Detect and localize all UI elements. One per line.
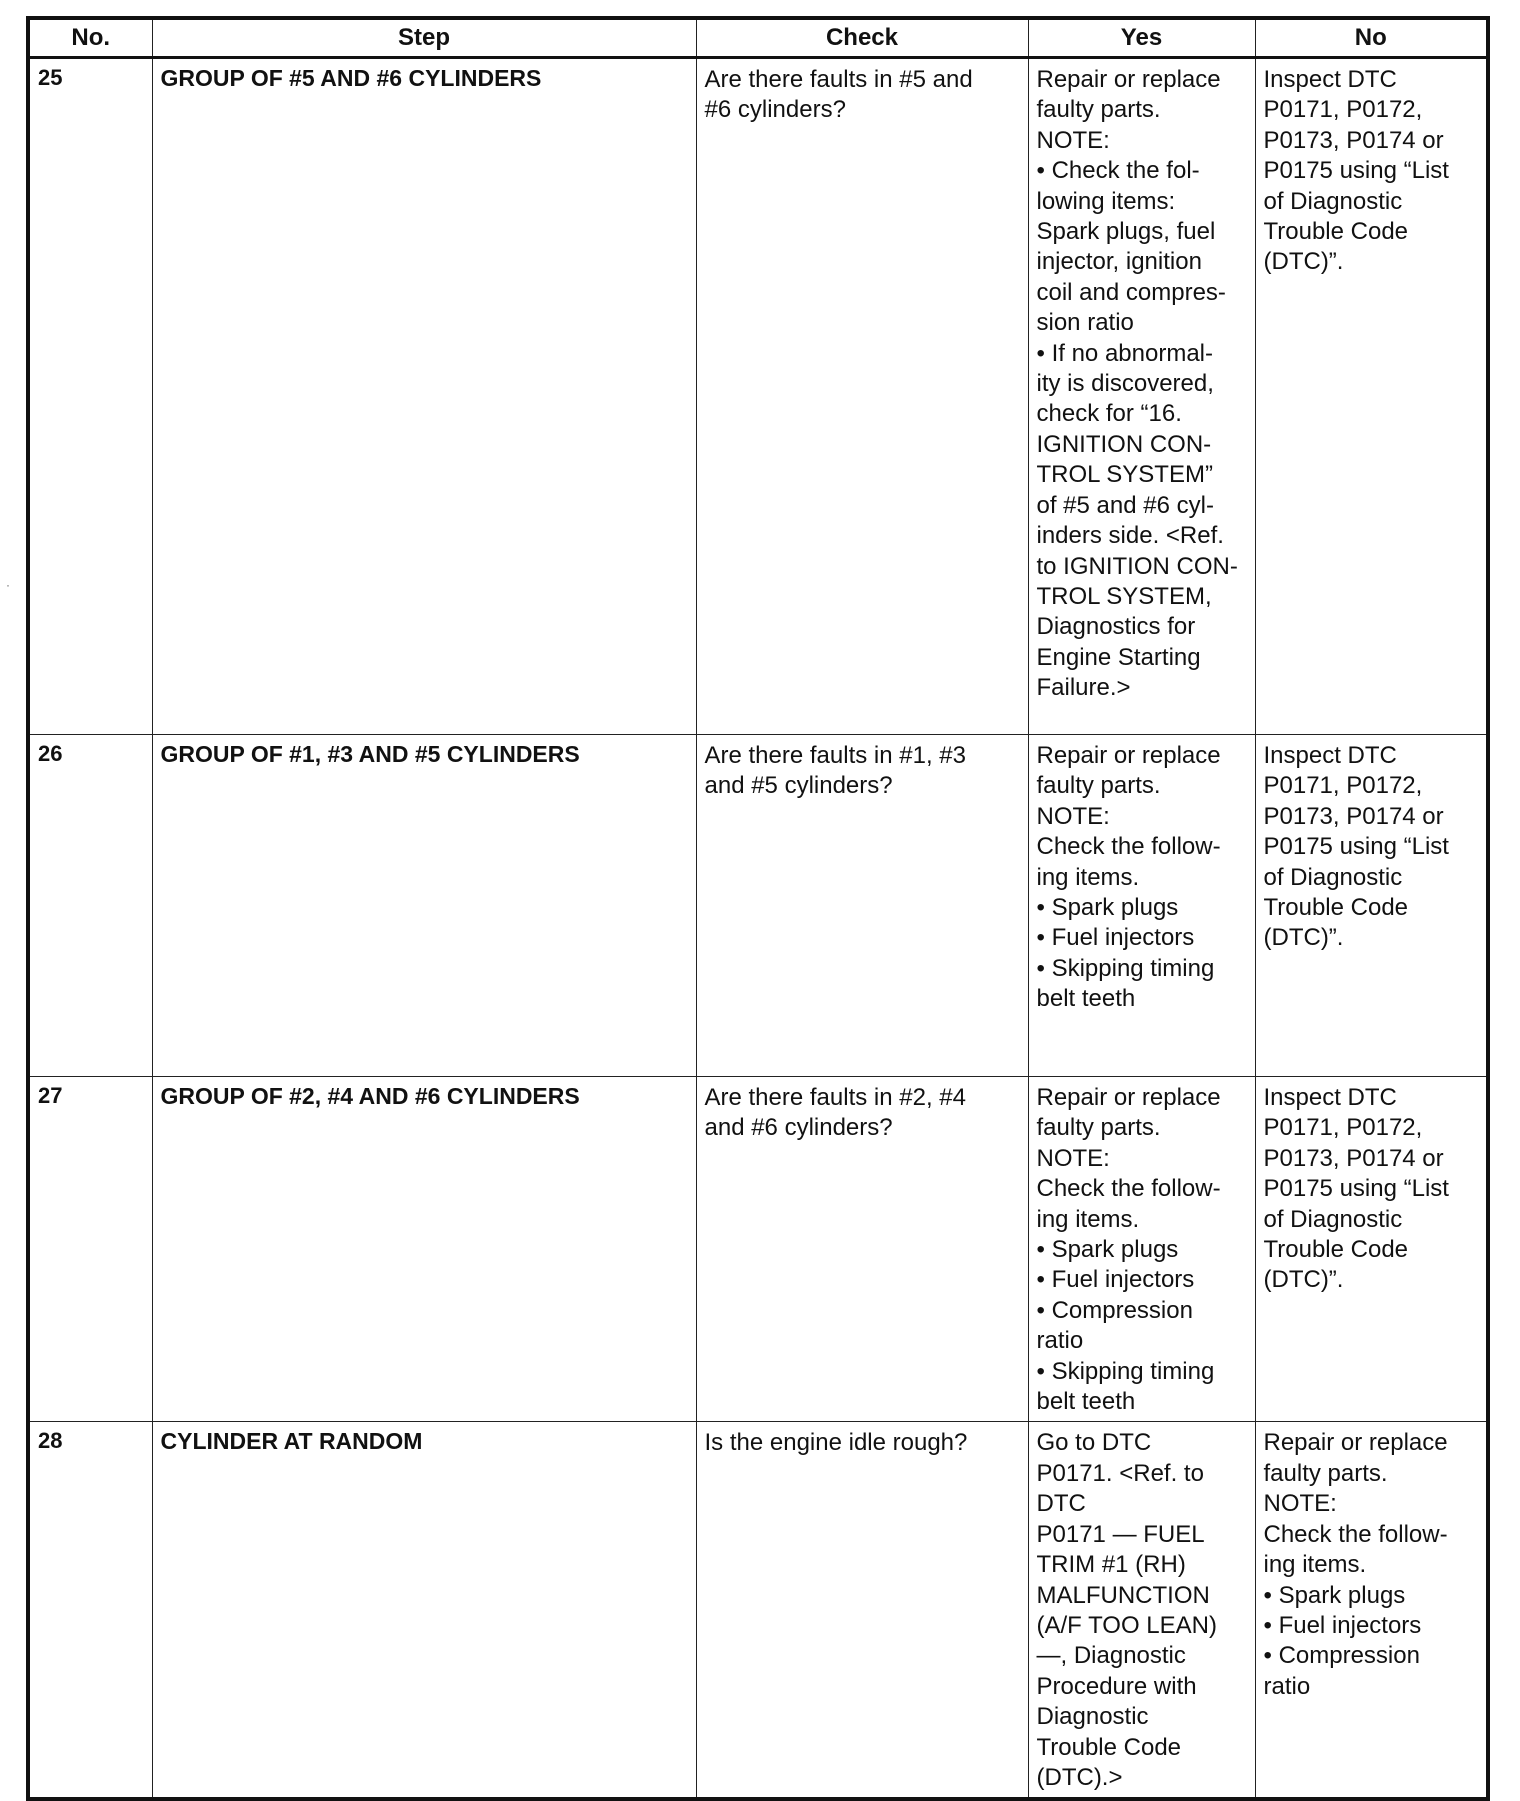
yes-text: Repair or replace faulty parts. NOTE: Check the follow- ing items. • Spark plugs • Fuel injectors • Compression ratio • Skipping timing belt teeth <box>1036 1084 1221 1416</box>
yes-cell <box>1028 1422 1255 1799</box>
row-number-cell <box>28 735 152 1077</box>
header-row <box>28 18 1488 58</box>
step-cell <box>152 58 696 735</box>
check-cell <box>696 1422 1028 1799</box>
yes-text: Go to DTC P0171. <Ref. to DTC P0171 — FUEL TRIM #1 (RH) MALFUNCTION (A/F TOO LEAN) —, Diagnostic Procedure with Diagnostic Trouble Code (DTC).> <box>1036 1429 1217 1791</box>
check-cell <box>696 58 1028 735</box>
check-text: Are there faults in #5 and #6 cylinders? <box>704 66 973 124</box>
step-text: CYLINDER AT RANDOM <box>160 1428 423 1455</box>
step-text: GROUP OF #1, #3 AND #5 CYLINDERS <box>160 741 580 767</box>
table-row <box>28 1422 1488 1799</box>
check-text: Are there faults in #1, #3 and #5 cylinders? <box>704 742 966 800</box>
scan-speck: · <box>6 578 10 592</box>
yes-cell <box>1028 735 1255 1077</box>
step-cell <box>152 735 696 1077</box>
no-cell <box>1255 58 1488 735</box>
no-text: Inspect DTC P0171, P0172, P0173, P0174 or P0175 using “List of Diagnostic Trouble Code (DTC)”. <box>1263 742 1449 952</box>
row-number: 28 <box>38 1428 63 1454</box>
header-no-result: No <box>1255 18 1488 58</box>
step-text: GROUP OF #5 AND #6 CYLINDERS <box>160 65 542 91</box>
step-cell <box>152 1077 696 1422</box>
yes-text: Repair or replace faulty parts. NOTE: • Check the fol- lowing items: Spark plugs, fuel injector, ignition coil and compres- sion ratio • If no abnormal- ity is discovered, check for “16. IGNITION CON- TROL SYSTEM” of #5 and #6 cyl- inders side. <Ref. to IGNITION CON- TROL SYSTEM, Diagnostics for Engine Starting Failure.> <box>1036 66 1238 702</box>
row-number-cell <box>28 1422 152 1799</box>
no-cell <box>1255 1077 1488 1422</box>
header-no: No. <box>28 18 152 58</box>
step-text: GROUP OF #2, #4 AND #6 CYLINDERS <box>160 1083 580 1109</box>
table-row <box>28 1077 1488 1422</box>
no-cell <box>1255 1422 1488 1799</box>
row-number: 26 <box>38 741 63 766</box>
diagnostic-table <box>26 16 1490 1801</box>
header-yes: Yes <box>1028 18 1255 58</box>
check-cell <box>696 735 1028 1077</box>
header-check: Check <box>696 18 1028 58</box>
check-text: Are there faults in #2, #4 and #6 cylinders? <box>704 1084 966 1142</box>
row-number: 27 <box>38 1083 63 1108</box>
yes-cell <box>1028 1077 1255 1422</box>
table-row <box>28 735 1488 1077</box>
row-number-cell <box>28 58 152 735</box>
yes-cell <box>1028 58 1255 735</box>
yes-text: Repair or replace faulty parts. NOTE: Check the follow- ing items. • Spark plugs • Fuel injectors • Skipping timing belt teeth <box>1036 742 1221 1013</box>
no-text: Inspect DTC P0171, P0172, P0173, P0174 or P0175 using “List of Diagnostic Trouble Code (DTC)”. <box>1263 1084 1449 1294</box>
header-step: Step <box>152 18 696 58</box>
check-text: Is the engine idle rough? <box>704 1429 968 1457</box>
table-row <box>28 58 1488 735</box>
row-number: 25 <box>38 65 63 90</box>
check-cell <box>696 1077 1028 1422</box>
no-text: Repair or replace faulty parts. NOTE: Check the follow- ing items. • Spark plugs • Fuel injectors • Compression ratio <box>1263 1429 1448 1700</box>
no-text: Inspect DTC P0171, P0172, P0173, P0174 or P0175 using “List of Diagnostic Trouble Code (DTC)”. <box>1263 66 1449 276</box>
step-cell <box>152 1422 696 1799</box>
no-cell <box>1255 735 1488 1077</box>
row-number-cell <box>28 1077 152 1422</box>
